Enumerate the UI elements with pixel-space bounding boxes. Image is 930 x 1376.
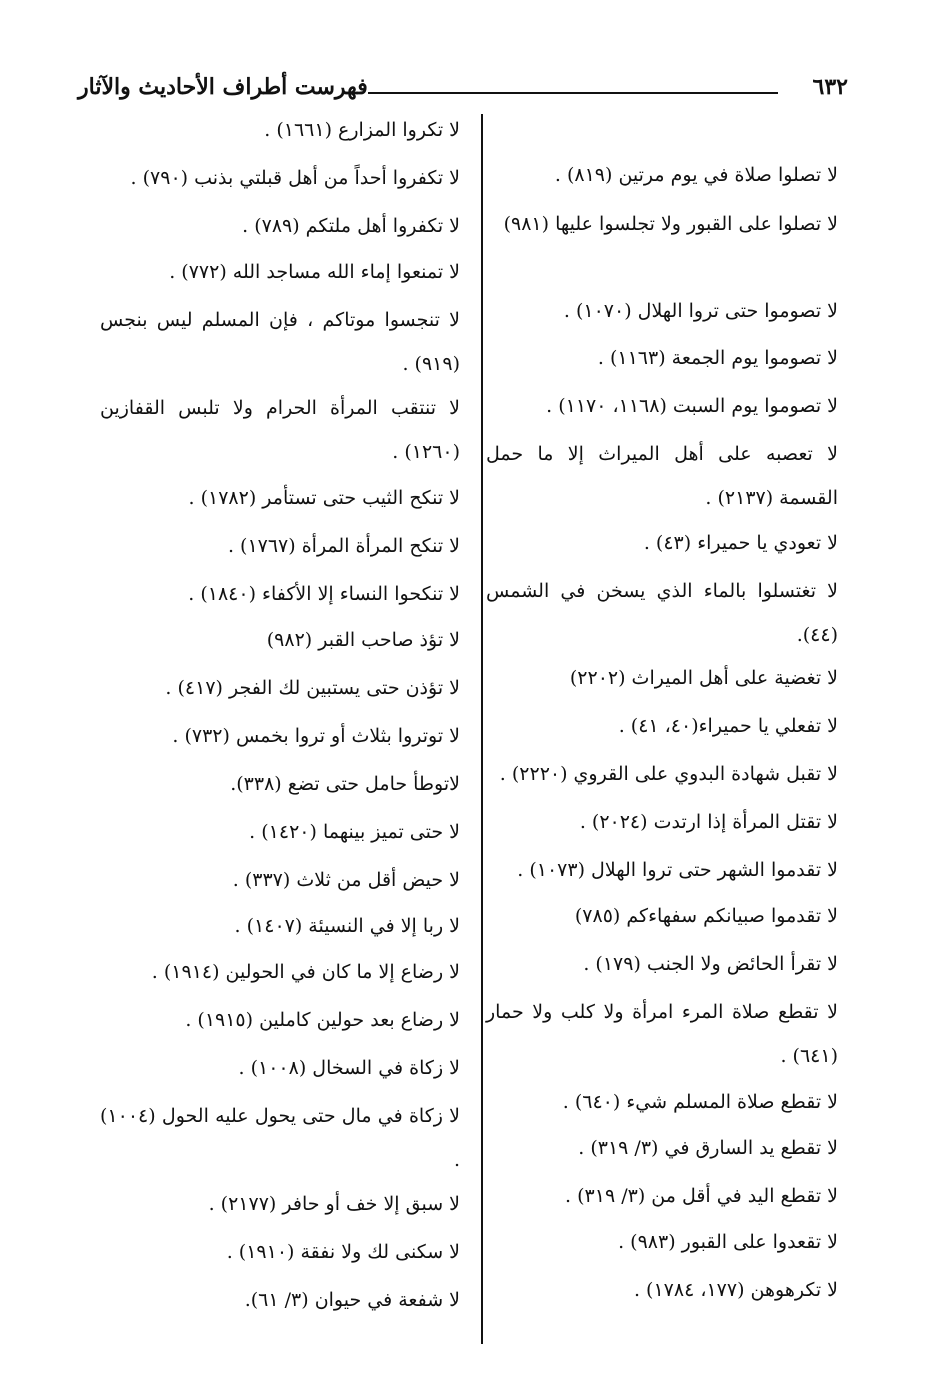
index-entry: لا تؤذن حتى يستبين لك الفجر (٤١٧) . [165,677,460,699]
index-entry: لا تقدموا صبيانكم سفهاءكم (٧٨٥) [574,905,838,927]
index-entry: لا تقرأ الحائض ولا الجنب (١٧٩) . [583,953,838,975]
index-entry: لا تصوموا حتى تروا الهلال (١٠٧٠) . [563,300,838,322]
index-entry: لا تكرهوهن (١٧٧، ١٧٨٤) . [633,1279,838,1301]
index-entry: لا تكروا المزارع (١٦٦١) . [264,119,460,141]
index-entry: لا رضاع إلا ما كان في الحولين (١٩١٤) . [151,961,460,983]
index-entry: لا تقدموا الشهر حتى تروا الهلال (١٠٧٣) . [517,859,838,881]
index-entry: لا توتروا بثلاث أو تروا بخمس (٧٣٢) . [172,725,460,747]
index-entry: لا تفعلي يا حميراء(٤٠، ٤١) . [618,715,838,737]
index-entry: لا تنكح الثيب حتى تستأمر (١٧٨٢) . [188,487,460,509]
index-entry: لا تعودي يا حميراء (٤٣) . [643,532,838,554]
running-title: فهرست أطراف الأحاديث والآثار [78,74,368,100]
index-entry: لا رضاع بعد حولين كاملين (١٩١٥) . [185,1009,460,1031]
index-entry: لا تقبل شهادة البدوي على القروي (٢٢٢٠) . [499,763,838,785]
index-entry: لا تعصبه على أهل الميراث إلا ما حمل القسمة (٢١٣٧) . [486,443,838,509]
index-entry: لا تقتل المرأة إذا ارتدت (٢٠٢٤) . [579,811,838,833]
index-entry: لا شفعة في حيوان (٣/ ٦١). [244,1289,460,1311]
index-entry: لا تقطع صلاة المسلم شيء (٦٤٠) . [562,1091,838,1113]
index-entry: لا زكاة في مال حتى يحول عليه الحول (١٠٠٤) . [100,1105,460,1171]
index-entry: لا تصلوا صلاة في يوم مرتين (٨١٩) . [554,164,838,186]
left-column [100,0,460,1376]
index-entry: لا حيض أقل من ثلاث (٣٣٧) . [232,869,460,891]
index-entry: لا تنكح المرأة المرأة (١٧٦٧) . [227,535,460,557]
index-entry: لا سكنى لك ولا نفقة (١٩١٠) . [226,1241,460,1263]
index-entry: لا تصلوا على القبور ولا تجلسوا عليها (٩٨١) [503,213,838,235]
index-entry: لا زكاة في السخال (١٠٠٨) . [238,1057,460,1079]
index-entry: لا تكفروا أحداً من أهل قبلتي بذنب (٧٩٠) . [130,167,460,189]
index-entry: لا تقطع صلاة المرء امرأة ولا كلب ولا حمار (٦٤١) . [486,1001,838,1067]
column-divider [481,114,483,1344]
index-entry: لا حتى تميز بينهما (١٤٢٠) . [249,821,460,843]
index-entry: لاتوطأ حامل حتى تضع (٣٣٨). [230,773,460,795]
index-entry: لا تصوموا يوم الجمعة (١١٦٣) . [597,347,838,369]
index-entry: لا ربا إلا في النسيئة (١٤٠٧) . [234,915,460,937]
index-entry: لا تقطع اليد في أقل من (٣/ ٣١٩) . [565,1185,838,1207]
index-entry: لا تكفروا أهل ملتكم (٧٨٩) . [242,215,460,237]
index-entry: لا تقعدوا على القبور (٩٨٣) . [618,1231,838,1253]
index-entry: لا تغتسلوا بالماء الذي يسخن في الشمس (٤٤). [486,580,838,646]
index-entry: لا تنكحوا النساء إلا الأكفاء (١٨٤٠) . [188,583,460,605]
index-entry: لا تمنعوا إماء الله مساجد الله (٧٧٢) . [169,261,460,283]
index-entry: لا تنجسوا موتاكم ، فإن المسلم ليس بنجس (٩١٩) . [100,309,460,375]
index-entry: لا سبق إلا خف أو حافر (٢١٧٧) . [208,1193,460,1215]
index-entry: لا تنتقب المرأة الحرام ولا تلبس القفازين (١٢٦٠) . [100,397,460,463]
index-entry: لا تقطع يد السارق في (٣/ ٣١٩) . [578,1137,838,1159]
index-entry: لا تؤذ صاحب القبر (٩٨٢) [266,629,460,651]
right-column [486,0,838,1376]
index-entry: لا تصوموا يوم السبت (١١٦٨، ١١٧٠) . [546,395,838,417]
index-entry: لا تغضية على أهل الميراث (٢٢٠٢) [569,667,838,689]
page-number: ٦٣٢ [812,74,848,100]
